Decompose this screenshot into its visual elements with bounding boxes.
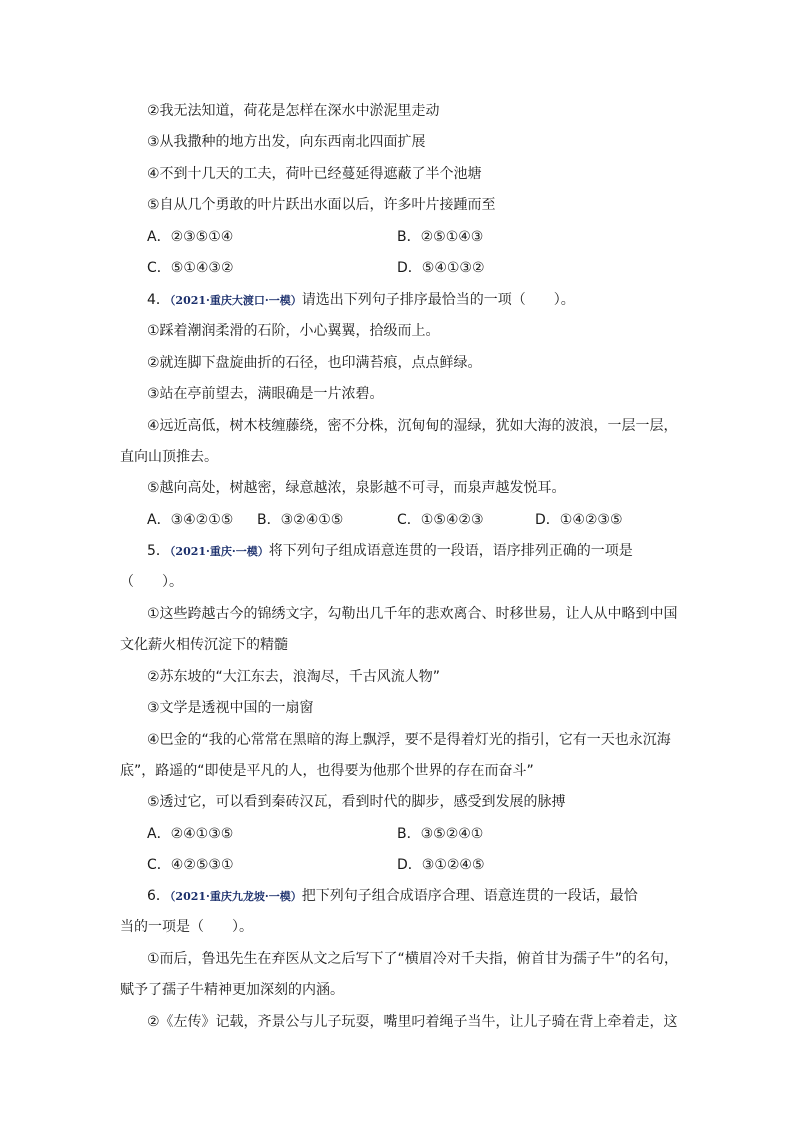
q4-item-5: ⑤越向高处，树越密，绿意越浓，泉影越不可寻，而泉声越发悦耳。 bbox=[147, 480, 566, 496]
q4-source-close: ） bbox=[290, 294, 302, 307]
q4-option-d: D．①④②③⑤ bbox=[535, 512, 623, 528]
q4-item-1: ①踩着潮润柔滑的石阶，小心翼翼，拾级而上。 bbox=[147, 323, 440, 339]
q4-source: 2021·重庆大渡口·一模 bbox=[175, 294, 291, 307]
q5-item-2: ②苏东坡的“大江东去，浪淘尽，千古风流人物” bbox=[147, 669, 441, 685]
q4-source-open: （ bbox=[169, 294, 176, 307]
q5-item-4-cont: 底”，路遥的“即使是平凡的人，也得要为他那个世界的存在而奋斗” bbox=[120, 763, 534, 779]
q4-number: 4． bbox=[147, 292, 170, 308]
q6-item-1-cont: 赋予了孺子牛精神更加深刻的内涵。 bbox=[120, 982, 344, 998]
q5-source-close: ） bbox=[257, 545, 269, 558]
q5-option-c: C．④②⑤③① bbox=[147, 857, 234, 873]
q5-item-4: ④巴金的“我的心常常在黑暗的海上飘浮，要不是得着灯光的指引，它有一天也永沉海 bbox=[147, 732, 671, 748]
q4-item-3: ③站在亭前望去，满眼确是一片浓碧。 bbox=[147, 386, 384, 402]
q3-item-4: ④不到十几天的工夫，荷叶已经蔓延得遮蔽了半个池塘 bbox=[147, 166, 482, 182]
q5-stem-cont: （ ）。 bbox=[120, 574, 183, 590]
q6-number: 6． bbox=[147, 888, 170, 904]
q5-item-1: ①这些跨越古今的锦绣文字，勾勒出几千年的悲欢离合、时移世易，让人从中略到中国 bbox=[147, 606, 678, 622]
q4-item-2: ②就连脚下盘旋曲折的石径，也印满苔痕，点点鲜绿。 bbox=[147, 355, 482, 371]
q4-item-4: ④远近高低，树木枝缠藤绕，密不分株，沉甸甸的湿绿，犹如大海的波浪，一层一层， bbox=[147, 418, 678, 434]
q4-stem-line bbox=[147, 290, 575, 311]
q6-stem: 把下列句子组合成语序合理、语意连贯的一段话，最恰 bbox=[301, 888, 638, 904]
q5-option-d: D．③①②④⑤ bbox=[397, 857, 485, 873]
q6-source: 2021·重庆九龙坡·一模 bbox=[175, 890, 291, 903]
q4-option-c: C．①⑤④②③ bbox=[397, 512, 484, 528]
q3-option-b: B．②⑤①④③ bbox=[397, 229, 484, 245]
q5-item-3: ③文学是透视中国的一扇窗 bbox=[147, 700, 314, 716]
q3-item-3: ③从我撒种的地方出发，向东西南北四面扩展 bbox=[147, 134, 426, 150]
q6-stem-line bbox=[147, 886, 638, 907]
q4-option-b: B．③②④①⑤ bbox=[257, 512, 344, 528]
q6-source-open: （ bbox=[169, 890, 176, 903]
q5-item-1-cont: 文化薪火相传沉淀下的精髓 bbox=[120, 637, 288, 653]
q6-item-2: ②《左传》记载，齐景公与儿子玩耍，嘴里叼着绳子当牛，让儿子骑在背上牵着走，这 bbox=[147, 1014, 678, 1030]
q5-stem: 将下列句子组成语意连贯的一段语，语序排列正确的一项是 bbox=[268, 543, 633, 559]
q4-stem: 请选出下列句子排序最恰当的一项（ ）。 bbox=[301, 292, 575, 308]
q5-number: 5． bbox=[147, 543, 170, 559]
q5-option-a: A．②④①③⑤ bbox=[147, 826, 234, 842]
q5-source-open: （ bbox=[169, 545, 176, 558]
q5-stem-line bbox=[147, 541, 633, 562]
q3-option-a: A．②③⑤①④ bbox=[147, 229, 234, 245]
q5-item-5: ⑤透过它，可以看到秦砖汉瓦，看到时代的脚步，感受到发展的脉搏 bbox=[147, 794, 566, 810]
q4-item-4-cont: 直向山顶推去。 bbox=[120, 449, 218, 465]
q3-option-d: D．⑤④①③② bbox=[397, 260, 485, 276]
q6-item-1: ①而后，鲁迅先生在弃医从文之后写下了“横眉冷对千夫指，俯首甘为孺子牛”的名句， bbox=[147, 951, 679, 967]
q3-item-5: ⑤自从几个勇敢的叶片跃出水面以后，许多叶片接踵而至 bbox=[147, 197, 496, 213]
q4-option-a: A．③④②①⑤ bbox=[147, 512, 234, 528]
q3-item-2: ②我无法知道，荷花是怎样在深水中淤泥里走动 bbox=[147, 103, 440, 119]
q6-stem-cont: 当的一项是（ ）。 bbox=[120, 919, 253, 935]
q5-option-b: B．③⑤②④① bbox=[397, 826, 484, 842]
q5-source: 2021·重庆·一模 bbox=[175, 545, 258, 558]
q6-source-close: ） bbox=[290, 890, 302, 903]
q3-option-c: C．⑤①④③② bbox=[147, 260, 234, 276]
